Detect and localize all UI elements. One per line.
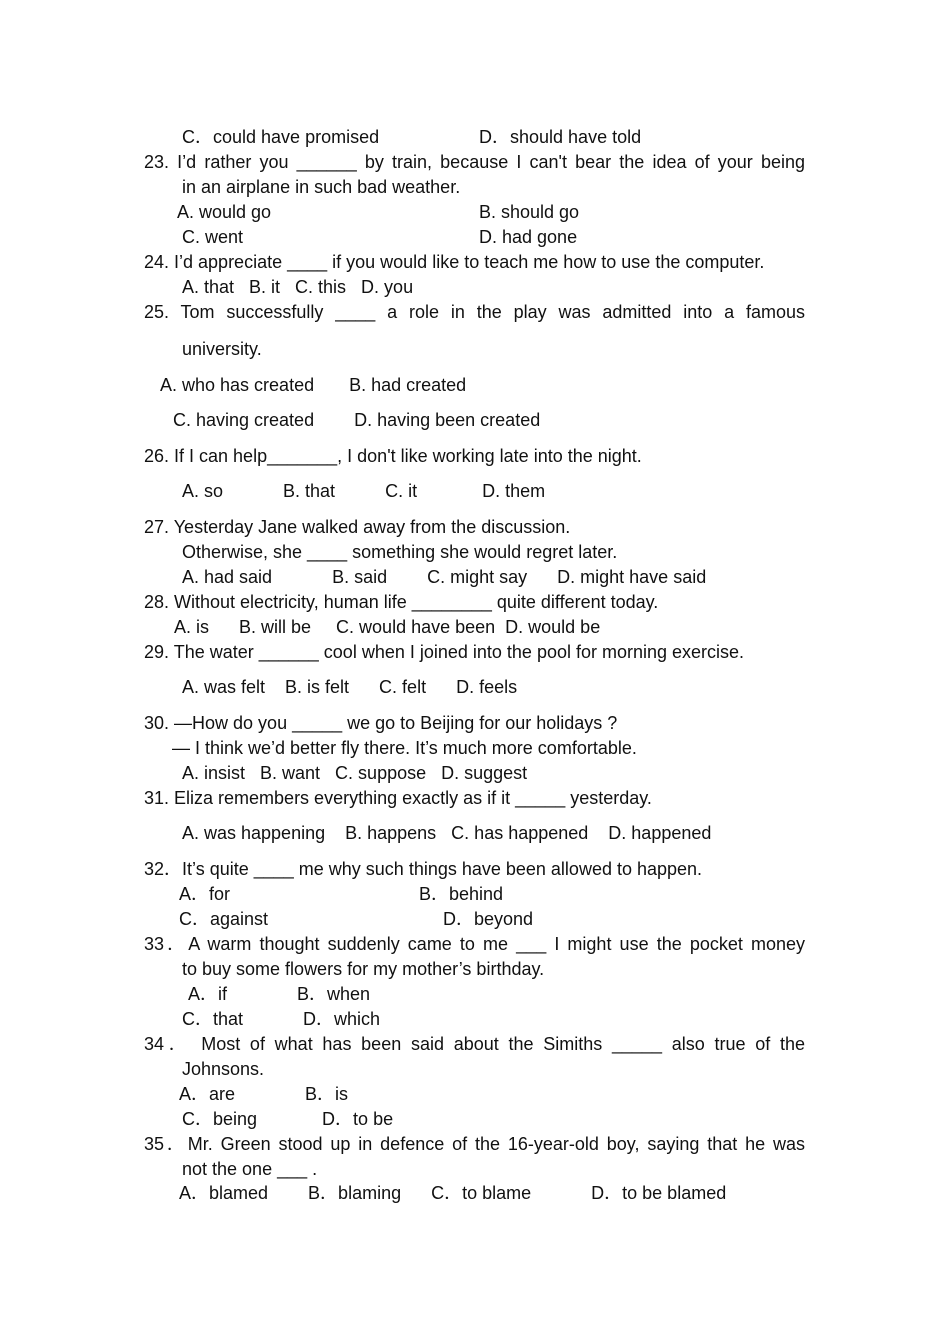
option-22-c: C．could have promised [182,127,380,147]
options-25-ab: A. who has created B. had created [160,375,467,395]
question-28: 28. Without electricity, human life ________ quite different today. [144,592,659,612]
question-34-line-2: Johnsons. [182,1059,265,1079]
options-33-cd: C．that D．which [182,1009,381,1029]
option-32-a: A．for [179,884,231,904]
option-23-a: A. would go [177,202,272,222]
options-28: A. is B. will be C. would have been D. would be [174,617,601,637]
options-29: A. was felt B. is felt C. felt D. feels [182,677,518,697]
question-25-line-2: university. [182,339,262,359]
option-23-d: D. had gone [479,227,578,247]
question-25-line-1: 25. Tom successfully ____ a role in the play was admitted into a famous [144,302,805,322]
question-32: 32．It’s quite ____ me why such things have been allowed to happen. [144,859,703,879]
options-25-cd: C. having created D. having been created [173,410,541,430]
options-34-cd: C．being D．to be [182,1109,394,1129]
question-33-line-1: 33．A warm thought suddenly came to me ___ I might use the pocket money [144,934,805,954]
question-30-line-2: — I think we’d better fly there. It’s much more comfortable. [172,738,637,758]
question-24: 24. I’d appreciate ____ if you would like to teach me how to use the computer. [144,252,765,272]
options-31: A. was happening B. happens C. has happened D. happened [182,823,712,843]
question-35-line-2: not the one ___ . [182,1159,318,1179]
question-31: 31. Eliza remembers everything exactly as if it _____ yesterday. [144,788,652,808]
question-27-line-2: Otherwise, she ____ something she would regret later. [182,542,618,562]
option-23-b: B. should go [479,202,580,222]
question-35-line-1: 35．Mr. Green stood up in defence of the 16-year-old boy, saying that he was [144,1134,805,1154]
question-27-line-1: 27. Yesterday Jane walked away from the discussion. [144,517,571,537]
question-33-line-2: to buy some flowers for my mother’s birthday. [182,959,545,979]
question-23-line-1: 23. I’d rather you ______ by train, because I can't bear the idea of your being [144,152,805,172]
options-26: A. so B. that C. it D. them [182,481,546,501]
options-24: A. that B. it C. this D. you [182,277,414,297]
options-30: A. insist B. want C. suppose D. suggest [182,763,528,783]
options-34-ab: A．are B．is [179,1084,349,1104]
option-22-d: D．should have told [479,127,642,147]
options-33-ab: A．if B．when [188,984,371,1004]
option-32-d: D．beyond [443,909,534,929]
question-29: 29. The water ______ cool when I joined into the pool for morning exercise. [144,642,745,662]
option-32-c: C．against [179,909,269,929]
option-32-b: B．behind [419,884,504,904]
question-26: 26. If I can help_______, I don't like working late into the night. [144,446,642,466]
question-30-line-1: 30. —How do you _____ we go to Beijing for our holidays ? [144,713,618,733]
option-23-c: C. went [182,227,244,247]
question-34-line-1: 34． Most of what has been said about the Simiths _____ also true of the [144,1034,805,1054]
options-27: A. had said B. said C. might say D. might have said [182,567,707,587]
options-35: A．blamed B．blaming C．to blame D．to be blamed [179,1183,727,1203]
question-23-line-2: in an airplane in such bad weather. [182,177,461,197]
